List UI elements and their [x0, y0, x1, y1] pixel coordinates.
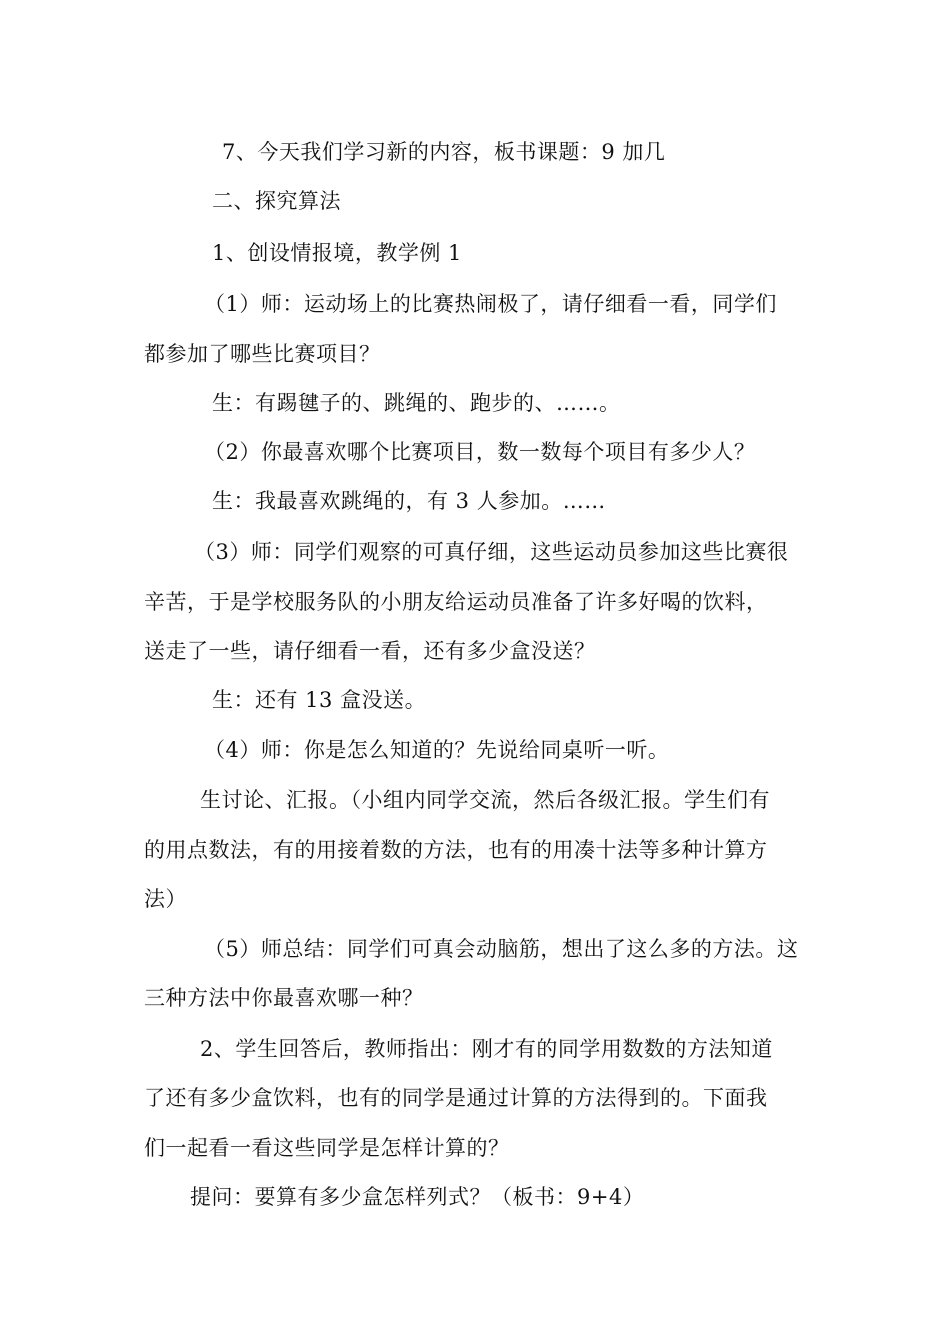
text-line-20: 了还有多少盒饮料，也有的同学是通过计算的方法得到的。下面我	[144, 1086, 768, 1110]
text-line-8: 生：我最喜欢跳绳的，有 3 人参加。……	[212, 489, 606, 513]
text-line-21: 们一起看一看这些同学是怎样计算的？	[144, 1136, 510, 1160]
text-line-9: （3）师：同学们观察的可真仔细，这些运动员参加这些比赛很	[194, 540, 789, 564]
text-line-13: （4）师：你是怎么知道的？先说给同桌听一听。	[204, 738, 670, 762]
text-line-19: 2、学生回答后，教师指出：刚才有的同学用数数的方法知道	[200, 1037, 773, 1061]
text-line-14: 生讨论、汇报。（小组内同学交流，然后各级汇报。学生们有	[200, 788, 770, 812]
text-line-3: 1、创设情报境，教学例 1	[212, 241, 462, 265]
text-line-22: 提问：要算有多少盒怎样列式？（板书：9+4）	[190, 1185, 645, 1209]
text-line-1: 7、今天我们学习新的内容，板书课题：9 加几	[222, 140, 666, 164]
text-line-18: 三种方法中你最喜欢哪一种？	[144, 986, 424, 1010]
text-line-16: 法）	[144, 887, 187, 911]
text-line-10: 辛苦，于是学校服务队的小朋友给运动员准备了许多好喝的饮料，	[144, 590, 768, 614]
text-line-12: 生：还有 13 盒没送。	[212, 688, 427, 712]
text-line-15: 的用点数法，有的用接着数的方法，也有的用凑十法等多种计算方	[144, 838, 768, 862]
text-line-2: 二、探究算法	[212, 189, 341, 213]
text-line-17: （5）师总结：同学们可真会动脑筋，想出了这么多的方法。这	[204, 937, 799, 961]
text-line-4: （1）师：运动场上的比赛热闹极了，请仔细看一看，同学们	[204, 292, 777, 316]
text-line-5: 都参加了哪些比赛项目？	[144, 342, 381, 366]
text-line-11: 送走了一些，请仔细看一看，还有多少盒没送？	[144, 639, 596, 663]
text-line-7: （2）你最喜欢哪个比赛项目，数一数每个项目有多少人？	[204, 440, 756, 464]
text-line-6: 生：有踢毽子的、跳绳的、跑步的、……。	[212, 391, 621, 415]
